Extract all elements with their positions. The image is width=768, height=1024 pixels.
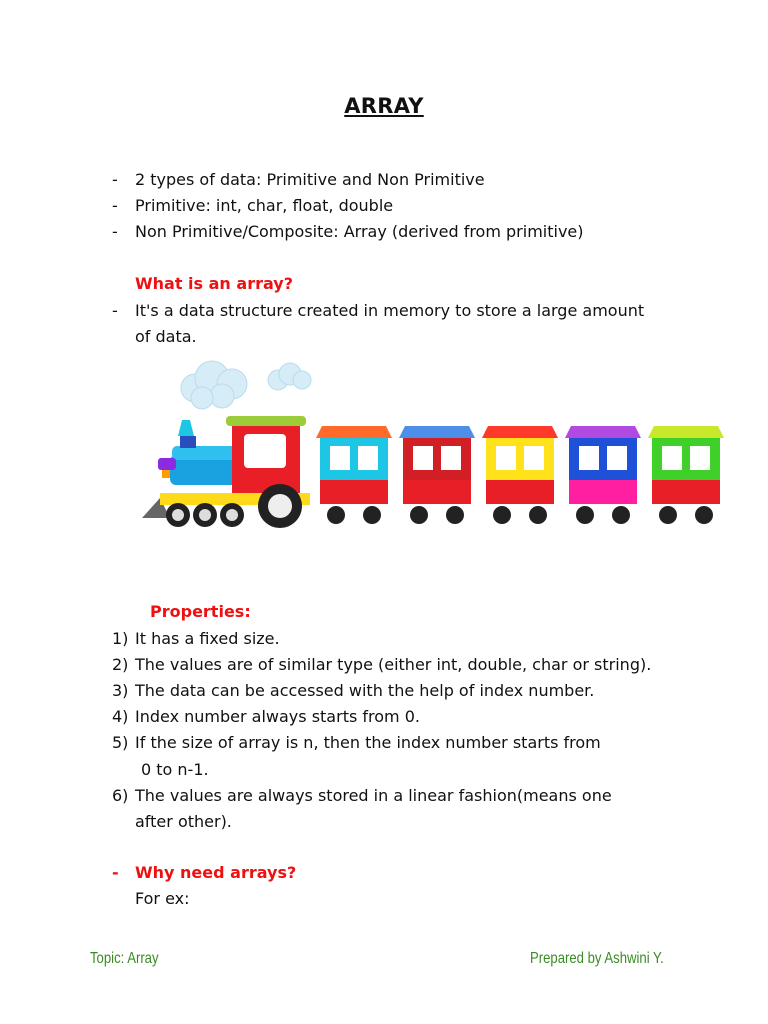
list-number: 6) (112, 786, 129, 805)
list-item-continuation: of data. (135, 327, 197, 346)
list-number: 1) (112, 629, 129, 648)
example-label: For ex: (135, 889, 190, 908)
bullet-dash: - (112, 301, 118, 320)
bullet-dash: - (112, 863, 119, 882)
list-number: 4) (112, 707, 129, 726)
list-item-text: The values are always stored in a linear fashion(means one (135, 786, 612, 805)
list-item-text: It has a fixed size. (135, 629, 280, 648)
wagon (316, 426, 392, 524)
list-item-text: 2 types of data: Primitive and Non Primitive (135, 170, 485, 189)
bullet-dash: - (112, 196, 118, 215)
locomotive (142, 416, 310, 528)
list-item-text: The values are of similar type (either int, double, char or string). (135, 655, 652, 674)
list-number: 5) (112, 733, 129, 752)
bullet-dash: - (112, 170, 118, 189)
list-item-text: The data can be accessed with the help of index number. (135, 681, 595, 700)
list-item-text: Index number always starts from 0. (135, 707, 420, 726)
wagon (399, 426, 475, 524)
list-item-continuation: after other). (135, 812, 232, 831)
section-heading-properties: Properties: (150, 602, 251, 621)
section-heading-what: What is an array? (135, 274, 293, 293)
footer-author: Prepared by Ashwini Y. (530, 950, 664, 967)
list-item-continuation: 0 to n-1. (141, 760, 209, 779)
bullet-dash: - (112, 222, 118, 241)
train-illustration (130, 358, 730, 533)
list-number: 3) (112, 681, 129, 700)
page-title: ARRAY (344, 94, 424, 118)
wagon (482, 426, 558, 524)
cloud-icon (181, 361, 247, 409)
list-item-text: Non Primitive/Composite: Array (derived from primitive) (135, 222, 584, 241)
list-item-text: It's a data structure created in memory to store a large amount (135, 301, 645, 320)
list-item-text: Primitive: int, char, float, double (135, 196, 394, 215)
list-item-text: If the size of array is n, then the index number starts from (135, 733, 601, 752)
list-number: 2) (112, 655, 129, 674)
cloud-icon (268, 363, 311, 390)
wagon (565, 426, 641, 524)
wagon (648, 426, 724, 524)
heading-text: Why need arrays? (135, 863, 297, 882)
footer-topic: Topic: Array (90, 950, 159, 967)
